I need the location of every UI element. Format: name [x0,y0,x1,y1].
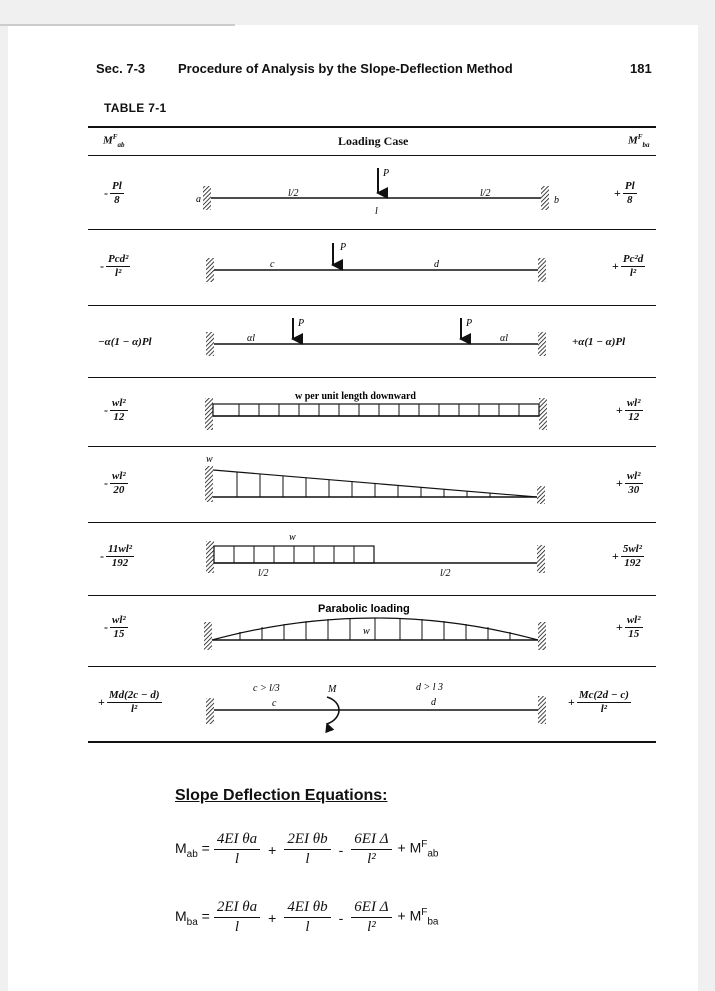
fixed-support-right [541,186,549,210]
label-half-right: l/2 [440,568,451,579]
fixed-support-right [538,258,546,282]
row8-right-moment: + $\frac{Mc(2d - c)}{\text{l²}}$ [568,689,629,715]
label-half-right: l/2 [480,188,491,199]
fixed-support-left [204,622,212,650]
load-ordinates [240,618,510,640]
row7-left-moment: - $\frac{\text{wl²}}{15}$ [104,614,126,640]
label-d: d [431,697,436,708]
row1-left-moment: - $\frac{Pl}{8}$ [104,180,122,206]
fixed-support-left [206,698,214,724]
row5-diagram [205,454,545,504]
label-alpha-l-right: αl [500,333,509,344]
label-w: w [289,532,296,543]
eq2-term2: $\frac{\text{4EI θb}}{l}$ [284,898,330,937]
load-dividers [239,404,519,416]
label-cond-c: c > l/3 [253,683,280,694]
page-title: Procedure of Analysis by the Slope-Deflection Method [178,61,513,76]
row6-left-moment: - $\frac{\text{11wl²}}{192}$ [100,543,133,569]
eq1-lhs: $M_{ab}$ = [175,839,210,860]
row4-right-moment: + $\frac{\text{wl²}}{12}$ [616,397,641,423]
label-end-b: b [554,195,559,206]
eq1-fixed-end-moment: + $M^F_{ab}$ [397,839,439,860]
eq1-term2: $\frac{\text{2EI θb}}{l}$ [284,830,330,869]
fixed-support-right [539,398,547,430]
label-c: c [272,698,277,709]
slope-deflection-title: Slope Deflection Equations: [175,787,388,804]
row2-right-moment: + $\frac{\text{Pc²d}}{\text{l²}}$ [612,253,644,279]
label-half-left: l/2 [258,568,269,579]
row8-left-moment: + $\frac{Md(2c - d)}{\text{l²}}$ [98,689,160,715]
fixed-support-left [206,332,214,356]
row5-left-moment: - $\frac{\text{wl²}}{20}$ [104,470,126,496]
label-w-per-unit: w per unit length downward [295,391,416,402]
equation-mab: $M_{ab}$ = $\frac{\text{4EI θa}}{l}$ + $\frac{\text{2EI θb}}{l}$ - 6EI Δ l² + $M^F_{ab}$ [175,831,439,867]
row4-diagram [205,391,547,430]
eq1-term1: $\frac{\text{4EI θa}}{l}$ [214,830,260,869]
fixed-support-left [203,186,211,210]
row7-diagram [204,603,546,650]
label-half-left: l/2 [288,188,299,199]
label-load-1: P [298,318,305,329]
fixed-support-right [538,622,546,650]
equation-mba: $M_{ba}$ = $\frac{\text{2EI θa}}{l}$ + $\frac{\text{4EI θb}}{l}$ - 6EI Δ l² + $M^F_{ba}$ [175,899,439,935]
fixed-support-right [537,545,545,573]
label-load-2: P [466,318,473,329]
row6-diagram [206,532,545,579]
label-c: c [270,259,275,270]
row8-diagram [206,682,546,724]
page-number: 181 [630,61,652,76]
section-label: Sec. 7-3 [96,61,146,76]
label-span: l [375,206,378,217]
col-left-header: $M^F_{ab}$ [103,133,125,149]
row3-left-moment: −α(1 − α)Pl [98,336,152,348]
uniform-load-block [213,404,539,416]
row3-diagram [206,318,546,356]
label-parabolic: Parabolic loading [318,603,410,615]
eq2-term1: $\frac{\text{2EI θa}}{l}$ [214,898,260,937]
eq2-lhs: $M_{ba}$ = [175,907,210,928]
row4-left-moment: - $\frac{\text{wl²}}{12}$ [104,397,126,423]
row6-right-moment: + $\frac{\text{5wl²}}{192}$ [612,543,643,569]
row1-right-moment: + $\frac{Pl}{8}$ [614,180,635,206]
fixed-support-left [205,398,213,430]
fixed-support-right [537,486,545,504]
label-moment: M [328,684,337,695]
row5-right-moment: + $\frac{\text{wl²}}{30}$ [616,470,641,496]
label-load: P [383,168,390,179]
row1-diagram [196,168,559,217]
fixed-support-left [206,258,214,282]
label-w: w [363,626,370,637]
col-right-header: $M^F_{ba}$ [628,133,650,149]
col-middle-header: Loading Case [338,134,409,148]
load-dividers [234,546,354,563]
label-load: P [340,242,347,253]
row2-left-moment: - $\frac{\text{Pcd²}}{\text{l²}}$ [100,253,129,279]
row3-right-moment: +α(1 − α)Pl [572,336,626,348]
row2-diagram [206,242,546,282]
eq2-term3: 6EI Δ l² [351,898,391,937]
fixed-support-right [538,332,546,356]
row7-right-moment: + $\frac{\text{wl²}}{15}$ [616,614,641,640]
label-cond-d: d > l 3 [416,682,444,693]
label-end-a: a [196,194,201,205]
eq2-fixed-end-moment: + $M^F_{ba}$ [397,907,439,928]
fixed-support-right [538,696,546,724]
label-d: d [434,259,439,270]
eq1-term3: 6EI Δ l² [351,830,391,869]
fixed-support-left [205,466,213,502]
table-title: TABLE 7-1 [104,101,167,115]
label-alpha-l-left: αl [247,333,256,344]
fixed-support-left [206,541,214,573]
label-w: w [206,454,213,465]
